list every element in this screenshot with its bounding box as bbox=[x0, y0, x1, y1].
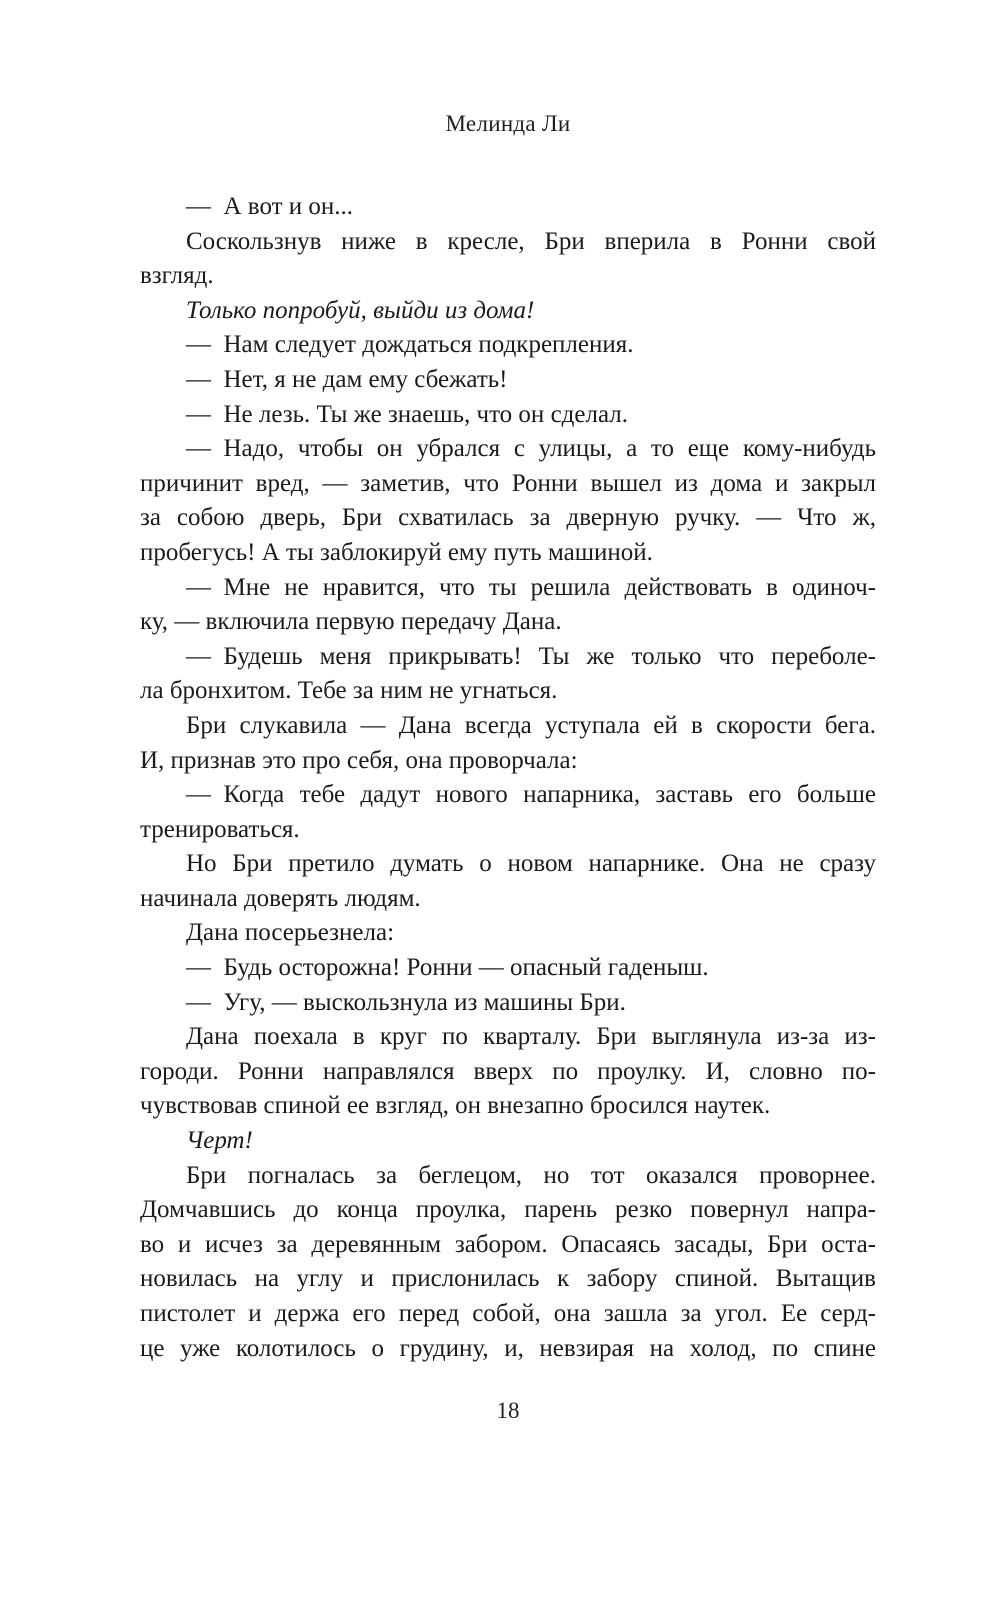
text-line: — Будешь меня прикрывать! Ты же только что переболе- bbox=[186, 642, 876, 670]
body-text bbox=[140, 190, 876, 1366]
text-line: пистолет и держа его перед собой, она зашла за угол. Ее серд- bbox=[140, 1300, 876, 1327]
text-line: взгляд. bbox=[140, 262, 214, 290]
text-line: — Когда тебе дадут нового напарника, заставь его больше bbox=[186, 781, 876, 809]
text-line: — Надо, чтобы он убрался с улицы, а то еще кому-нибудь bbox=[186, 435, 876, 463]
text-line: за собою дверь, Бри схватилась за дверную ручку. — Что ж, bbox=[140, 504, 876, 532]
text-line: — А вот и он... bbox=[186, 193, 354, 220]
text-line: новилась на углу и прислонилась к забору спиной. Вытащив bbox=[140, 1265, 876, 1293]
text-line: чувствовав спиной ее взгляд, он внезапно бросился наутек. bbox=[140, 1092, 771, 1120]
text-line: ку, — включила первую передачу Дана. bbox=[140, 608, 562, 636]
text-line: — Угу, — выскользнула из машины Бри. bbox=[186, 988, 626, 1016]
text-line: Дана поехала в круг по кварталу. Бри выглянула из-за из- bbox=[186, 1023, 876, 1051]
page-number: 18 bbox=[496, 1398, 520, 1423]
text-line: — Нет, я не дам ему сбежать! bbox=[186, 365, 508, 393]
text-line: тренироваться. bbox=[140, 815, 300, 843]
text-line: Только попробуй, выйди из дома! bbox=[186, 296, 535, 324]
text-line: Но Бри претило думать о новом напарнике. Она не сразу bbox=[186, 850, 876, 878]
text-line: — Не лезь. Ты же знаешь, что он сделал. bbox=[186, 400, 628, 428]
running-head-author: Мелинда Ли bbox=[445, 111, 571, 136]
text-line: И, признав это про себя, она проворчала: bbox=[140, 746, 578, 774]
text-line: причинит вред, — заметив, что Ронни вышел из дома и закрыл bbox=[140, 469, 876, 497]
text-line: Соскользнув ниже в кресле, Бри вперила в Ронни свой bbox=[186, 227, 876, 255]
text-line: во и исчез за деревянным забором. Опасаясь засады, Бри оста- bbox=[140, 1230, 876, 1258]
text-line: ла бронхитом. Тебе за ним не угнаться. bbox=[140, 677, 558, 705]
text-line: Дана посерьезнела: bbox=[186, 919, 395, 947]
text-line: Бри погналась за беглецом, но тот оказался проворнее. bbox=[186, 1161, 876, 1189]
text-line: городи. Ронни направлялся вверх по проулку. И, словно по- bbox=[140, 1057, 876, 1085]
text-line: пробегусь! А ты заблокируй ему путь машиной. bbox=[140, 538, 653, 566]
text-line: Бри слукавила — Дана всегда уступала ей в скорости бега. bbox=[186, 711, 876, 739]
text-line: — Нам следует дождаться подкрепления. bbox=[186, 331, 634, 359]
text-line: начинала доверять людям. bbox=[140, 884, 421, 912]
text-line: — Мне не нравится, что ты решила действовать в одиноч- bbox=[186, 573, 876, 601]
text-line: це уже колотилось о грудину, и, невзирая на холод, по спине bbox=[140, 1334, 876, 1362]
text-line: Черт! bbox=[186, 1127, 253, 1155]
text-line: Домчавшись до конца проулка, парень резко повернул напра- bbox=[140, 1196, 876, 1224]
text-line: — Будь осторожна! Ронни — опасный гаденыш. bbox=[186, 954, 709, 982]
